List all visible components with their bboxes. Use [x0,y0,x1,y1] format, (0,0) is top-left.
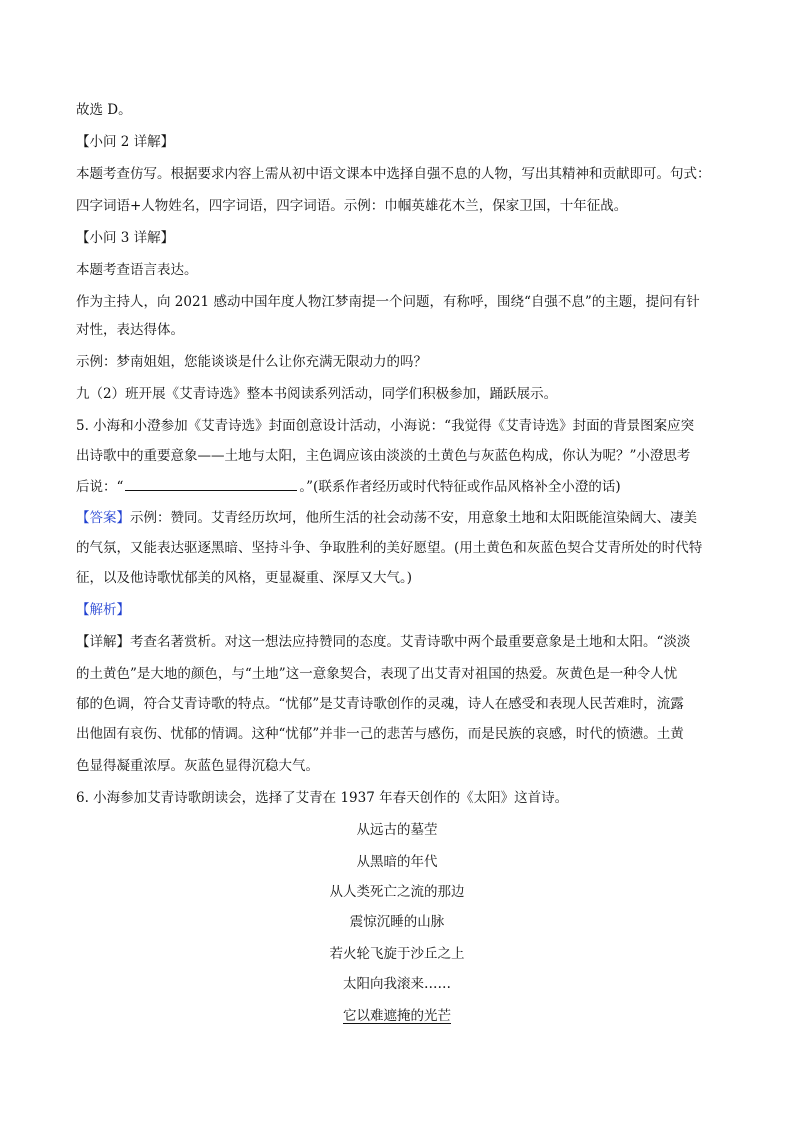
analysis-line: 出他固有哀伤、忧郁的情调。这种“忧郁”并非一己的悲苦与感伤，而是民族的哀感，时代的愤懑。土黄 [76,726,684,742]
answer-line [76,508,697,528]
paragraph-line: 示例：梦南姐姐，您能谈谈是什么让你充满无限动力的吗？ [76,354,427,370]
paragraph-line: 九（2）班开展《艾青诗选》整本书阅读系列活动，同学们积极参加，踊跃展示。 [76,386,558,402]
question-6-line: 6. 小海参加艾青诗歌朗读会，选择了艾青在 1937 年春天创作的《太阳》这首诗。 [76,790,569,806]
paragraph-line: 四字词语+人物姓名，四字词语，四字词语。示例：巾帼英雄花木兰，保家卫国，十年征战。 [76,198,628,214]
poem-line: 从远古的墓茔 [356,822,438,838]
analysis-tag: 【解析】 [76,602,130,618]
poem-line: 从人类死亡之流的那边 [329,884,465,900]
poem-line: 太阳向我滚来…… [343,976,451,992]
answer-line: 征，以及他诗歌忧郁美的风格，更显凝重、深厚又大气。) [76,570,413,586]
answer-blank [125,476,297,491]
paragraph-line: 本题考查语言表达。 [76,262,198,278]
poem-line: 震惊沉睡的山脉 [349,914,445,930]
analysis-line: 【详解】考查名著赏析。对这一想法应持赞同的态度。艾青诗歌中两个最重要意象是土地和太阳。“淡淡 [76,634,691,650]
underlined-text: 它以难遮掩的光芒 [343,1008,451,1024]
paragraph-line: 对性，表达得体。 [76,322,184,338]
answer-line: 故选 D。 [76,102,132,118]
analysis-line: 色显得凝重浓厚。灰蓝色显得沉稳大气。 [76,758,319,774]
paragraph-line: 作为主持人，向 2021 感动中国年度人物江梦南提一个问题，有称呼，围绕“自强不息”的主题，提问有针 [76,294,700,310]
poem-line-underlined [0,1006,794,1026]
poem-line: 从黑暗的年代 [356,854,438,870]
answer-line: 的气氛，又能表达驱逐黑暗、坚持斗争、争取胜利的美好愿望。(用土黄色和灰蓝色契合艾青所处的时代特 [76,540,703,556]
poem-line: 若火轮飞旋于沙丘之上 [329,946,465,962]
section-heading-q3: 【小问 3 详解】 [76,230,175,246]
analysis-line: 的土黄色”是大地的颜色，与“土地”这一意象契合，表现了出艾青对祖国的热爱。灰黄色是一种令人忧 [76,666,678,682]
question-5-line [76,476,621,497]
answer-tag: 【答案】 [76,510,130,526]
analysis-line: 郁的色调，符合艾青诗歌的特点。“忧郁”是艾青诗歌创作的灵魂，诗人在感受和表现人民苦难时，流露 [76,696,684,712]
paragraph-line: 本题考查仿写。根据要求内容上需从初中语文课本中选择自强不息的人物，写出其精神和贡献即可。句式： [76,166,711,182]
question-5-prefix: 后说：“ [76,479,124,495]
question-5-suffix: 。”(联系作者经历或时代特征或作品风格补全小澄的话) [299,479,621,495]
section-heading-q2: 【小问 2 详解】 [76,134,175,150]
question-5-line: 5. 小海和小澄参加《艾青诗选》封面创意设计活动，小海说：“我觉得《艾青诗选》封面的背景图案应突 [76,418,695,434]
question-5-line: 出诗歌中的重要意象——土地与太阳，主色调应该由淡淡的土黄色与灰蓝色构成，你认为呢？”小澄思考 [76,448,691,464]
answer-text: 示例：赞同。艾青经历坎坷，他所生活的社会动荡不安，用意象土地和太阳既能渲染阔大、凄美 [130,510,697,526]
